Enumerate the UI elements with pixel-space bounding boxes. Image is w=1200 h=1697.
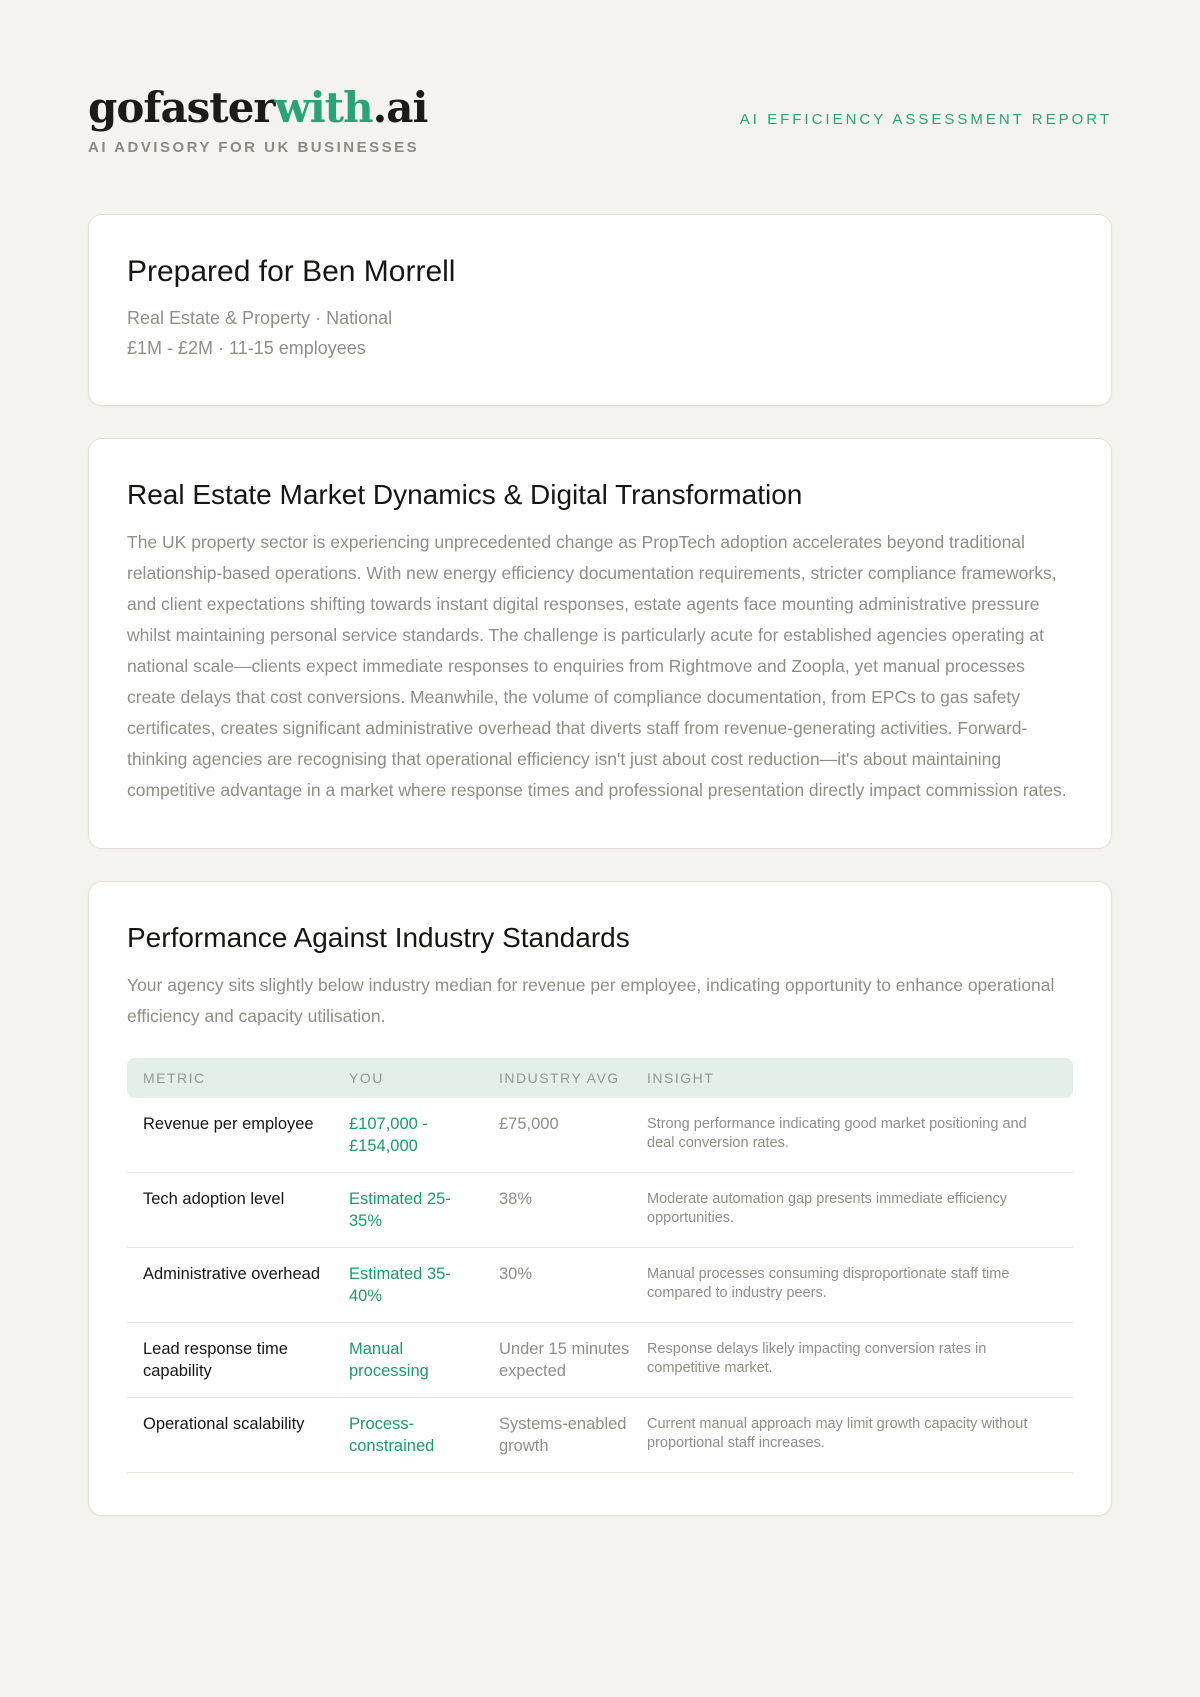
client-size-line: £1M - £2M · 11-15 employees (127, 338, 366, 359)
logo-text-ai: .ai (372, 83, 428, 132)
logo-text-gofaster: gofaster (88, 83, 275, 132)
performance-card (88, 881, 1112, 1516)
you-cell: Manual processing (349, 1340, 429, 1381)
table-row (127, 1323, 1073, 1398)
performance-intro: Your agency sits slightly below industry median for revenue per employee, indicating opportunity to enhance operational efficiency and capacity utilisation. (127, 975, 1055, 1027)
metric-cell: Operational scalability (143, 1415, 305, 1434)
table-row (127, 1098, 1073, 1173)
performance-heading: Performance Against Industry Standards (127, 922, 630, 954)
market-dynamics-heading: Real Estate Market Dynamics & Digital Transformation (127, 479, 803, 511)
insight-cell: Moderate automation gap presents immediate efficiency opportunities. (647, 1191, 1008, 1227)
insight-cell: Strong performance indicating good market positioning and deal conversion rates. (647, 1116, 1027, 1152)
you-cell: £107,000 - £154,000 (349, 1115, 428, 1156)
industry-avg-cell: £75,000 (499, 1115, 559, 1134)
insight-cell: Response delays likely impacting conversion rates in competitive market. (647, 1341, 987, 1377)
industry-avg-cell: Under 15 minutes expected (499, 1340, 630, 1381)
industry-avg-cell: 30% (499, 1265, 533, 1284)
report-header (88, 85, 1112, 156)
column-header-industry-avg: INDUSTRY AVG (499, 1070, 620, 1087)
column-header-you: YOU (349, 1070, 384, 1087)
market-dynamics-card (88, 438, 1112, 849)
logo (88, 85, 427, 131)
market-dynamics-body: The UK property sector is experiencing unprecedented change as PropTech adoption accelerates beyond traditional relationship-based operations. With new energy efficiency documentation requirements, stricter compliance frameworks, and client expectations shifting towards instant digital responses, estate agents face mounting administrative pressure whilst maintaining personal service standards. The challenge is particularly acute for established agencies operating at national scale—clients expect immediate responses to enquiries from Rightmove and Zoopla, yet manual processes create delays that cost conversions. Meanwhile, the volume of compliance documentation, from EPCs to gas safety certificates, creates significant administrative overhead that diverts staff from revenue-generating activities. Forward-thinking agencies are recognising that operational efficiency isn't just about cost reduction—it's about maintaining competitive advantage in a market where response times and professional presentation directly impact commission rates. (127, 532, 1067, 801)
table-header-row (127, 1058, 1073, 1098)
industry-avg-cell: Systems-enabled growth (499, 1415, 627, 1456)
performance-table (127, 1058, 1073, 1473)
industry-avg-cell: 38% (499, 1190, 533, 1209)
table-row (127, 1173, 1073, 1248)
metric-cell: Administrative overhead (143, 1265, 321, 1284)
logo-text-with: with (274, 83, 373, 132)
insight-cell: Current manual approach may limit growth capacity without proportional staff increases. (647, 1416, 1028, 1452)
metric-cell: Lead response time capability (143, 1340, 288, 1381)
client-summary-card (88, 214, 1112, 406)
prepared-for-title: Prepared for Ben Morrell (127, 255, 456, 289)
report-type-label: AI EFFICIENCY ASSESSMENT REPORT (739, 111, 1112, 128)
client-industry-line: Real Estate & Property · National (127, 308, 393, 329)
metric-cell: Revenue per employee (143, 1115, 314, 1134)
you-cell: Estimated 35-40% (349, 1265, 451, 1306)
column-header-metric: METRIC (143, 1070, 206, 1087)
insight-cell: Manual processes consuming disproportionate staff time compared to industry peers. (647, 1266, 1010, 1302)
brand-tagline: AI ADVISORY FOR UK BUSINESSES (88, 139, 420, 157)
you-cell: Process-constrained (349, 1415, 435, 1456)
brand-block (88, 85, 427, 156)
column-header-insight: INSIGHT (647, 1070, 715, 1087)
metric-cell: Tech adoption level (143, 1190, 285, 1209)
table-row (127, 1398, 1073, 1473)
you-cell: Estimated 25-35% (349, 1190, 451, 1231)
table-row (127, 1248, 1073, 1323)
